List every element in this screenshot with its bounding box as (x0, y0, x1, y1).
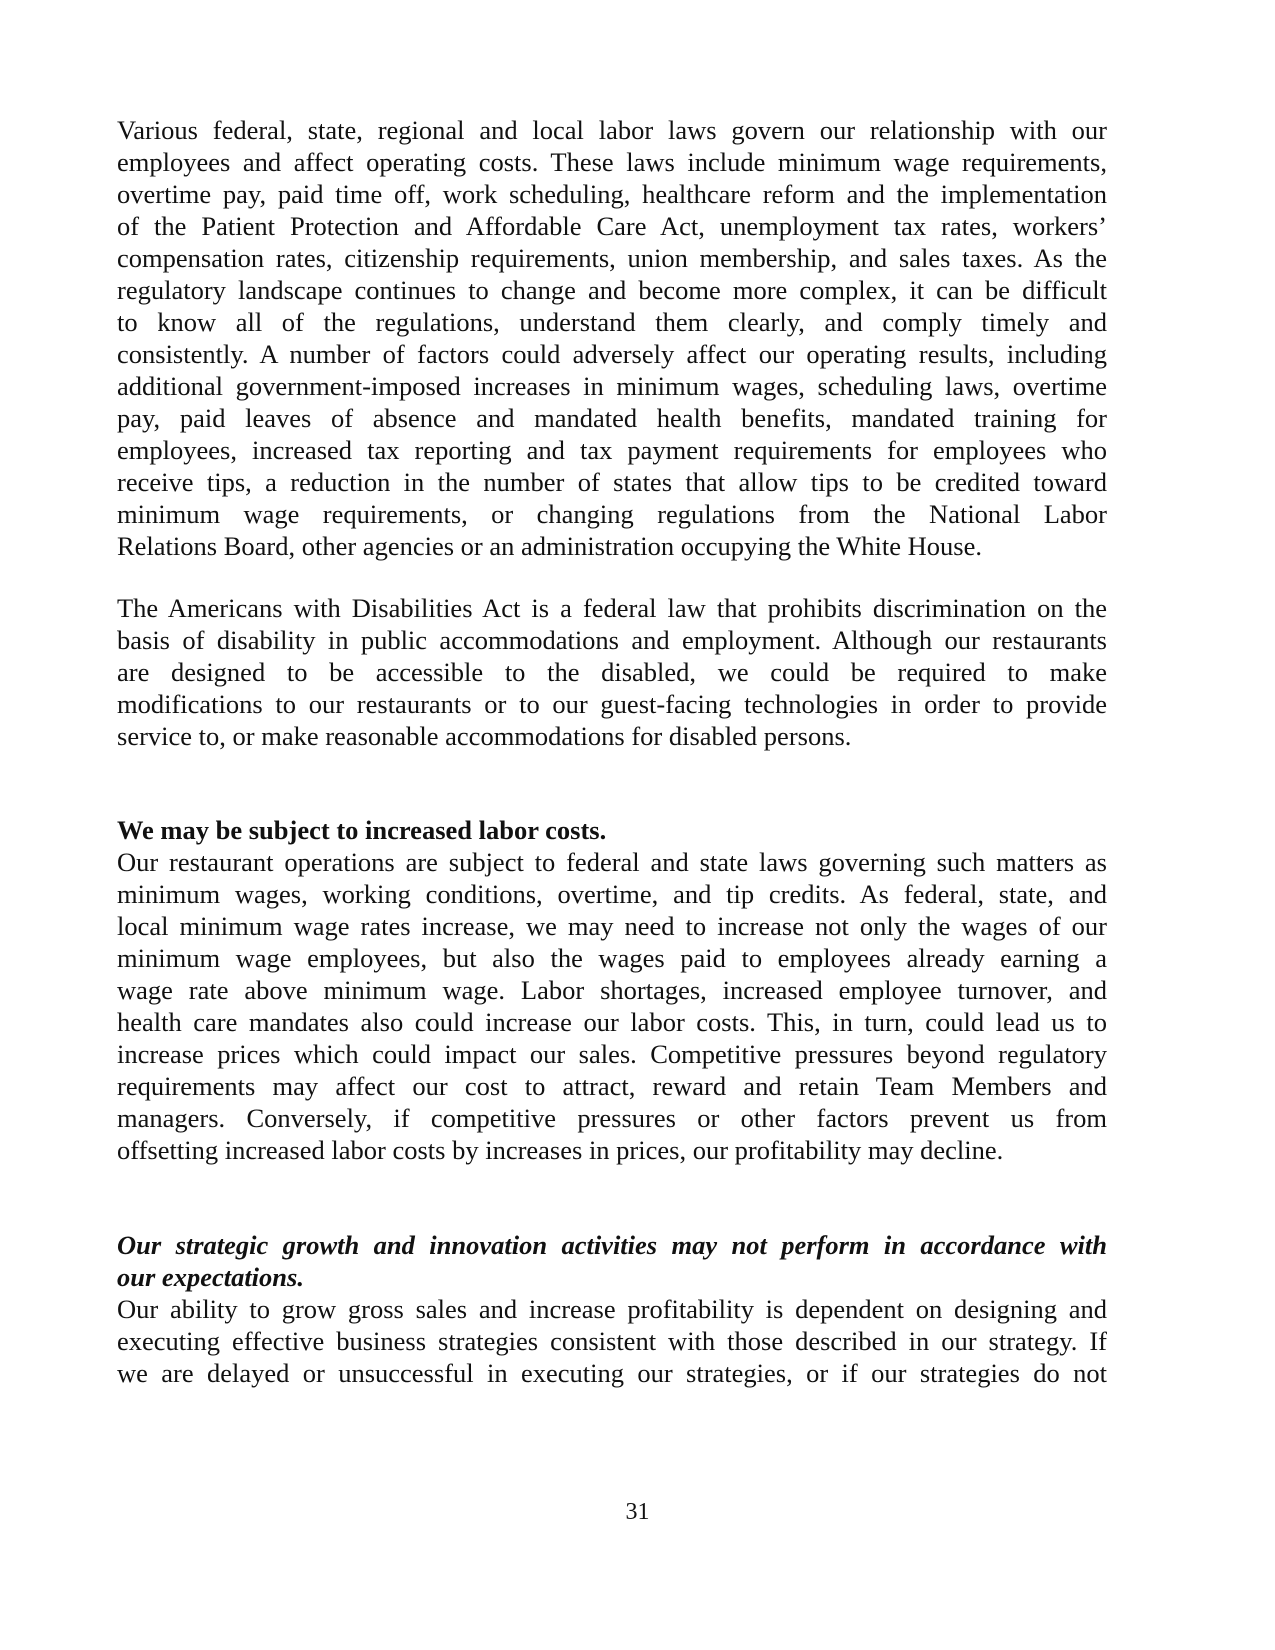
text-line: minimum wages, working conditions, overtime, and tip credits. As federal, state, and (117, 879, 1107, 909)
text-line: employees, increased tax reporting and tax payment requirements for employees who (117, 435, 1107, 465)
text-line: we are delayed or unsuccessful in executing our strategies, or if our strategies do not (117, 1358, 1107, 1388)
paragraph-ada (117, 592, 1107, 752)
text-line: compensation rates, citizenship requirements, union membership, and sales taxes. As the (117, 243, 1107, 273)
text-line: wage rate above minimum wage. Labor shortages, increased employee turnover, and (117, 975, 1107, 1005)
text-line: Our restaurant operations are subject to federal and state laws governing such matters as (117, 847, 1107, 877)
text-line: basis of disability in public accommodations and employment. Although our restaurants (117, 625, 1107, 655)
section-heading: our expectations. (117, 1262, 304, 1292)
text-line: to know all of the regulations, understand them clearly, and comply timely and (117, 307, 1107, 337)
section-heading: We may be subject to increased labor costs. (117, 815, 607, 845)
text-line: are designed to be accessible to the disabled, we could be required to make (117, 657, 1107, 687)
text-line: executing effective business strategies consistent with those described in our strategy. If (117, 1326, 1107, 1356)
text-line: The Americans with Disabilities Act is a federal law that prohibits discrimination on the (117, 593, 1107, 623)
text-line: requirements may affect our cost to attract, reward and retain Team Members and (117, 1071, 1107, 1101)
text-line: minimum wage requirements, or changing regulations from the National Labor (117, 499, 1107, 529)
text-line: consistently. A number of factors could adversely affect our operating results, including (117, 339, 1107, 369)
text-line: health care mandates also could increase our labor costs. This, in turn, could lead us to (117, 1007, 1107, 1037)
text-line: receive tips, a reduction in the number of states that allow tips to be credited toward (117, 467, 1107, 497)
text-line: Our ability to grow gross sales and increase profitability is dependent on designing and (117, 1294, 1107, 1324)
text-line: Relations Board, other agencies or an administration occupying the White House. (117, 531, 982, 561)
paragraph-labor-laws (117, 114, 1107, 562)
text-line: managers. Conversely, if competitive pressures or other factors prevent us from (117, 1103, 1107, 1133)
text-line: offsetting increased labor costs by increases in prices, our profitability may decline. (117, 1135, 1004, 1165)
text-line: minimum wage employees, but also the wages paid to employees already earning a (117, 943, 1107, 973)
text-line: overtime pay, paid time off, work scheduling, healthcare reform and the implementation (117, 179, 1107, 209)
text-line: increase prices which could impact our sales. Competitive pressures beyond regulatory (117, 1039, 1107, 1069)
text-line: regulatory landscape continues to change and become more complex, it can be difficult (117, 275, 1107, 305)
text-line: of the Patient Protection and Affordable Care Act, unemployment tax rates, workers’ (117, 211, 1107, 241)
section-strategic-growth (117, 1229, 1107, 1389)
text-line: local minimum wage rates increase, we may need to increase not only the wages of our (117, 911, 1107, 941)
text-line: additional government-imposed increases in minimum wages, scheduling laws, overtime (117, 371, 1107, 401)
text-line: pay, paid leaves of absence and mandated health benefits, mandated training for (117, 403, 1107, 433)
text-line: employees and affect operating costs. These laws include minimum wage requirements, (117, 147, 1107, 177)
text-line: service to, or make reasonable accommodations for disabled persons. (117, 721, 852, 751)
text-line: modifications to our restaurants or to our guest-facing technologies in order to provide (117, 689, 1107, 719)
text-line: Various federal, state, regional and local labor laws govern our relationship with our (117, 115, 1107, 145)
section-heading: Our strategic growth and innovation activities may not perform in accordance with (117, 1230, 1107, 1260)
section-labor-costs (117, 814, 1107, 1166)
page-number: 31 (625, 1499, 650, 1525)
